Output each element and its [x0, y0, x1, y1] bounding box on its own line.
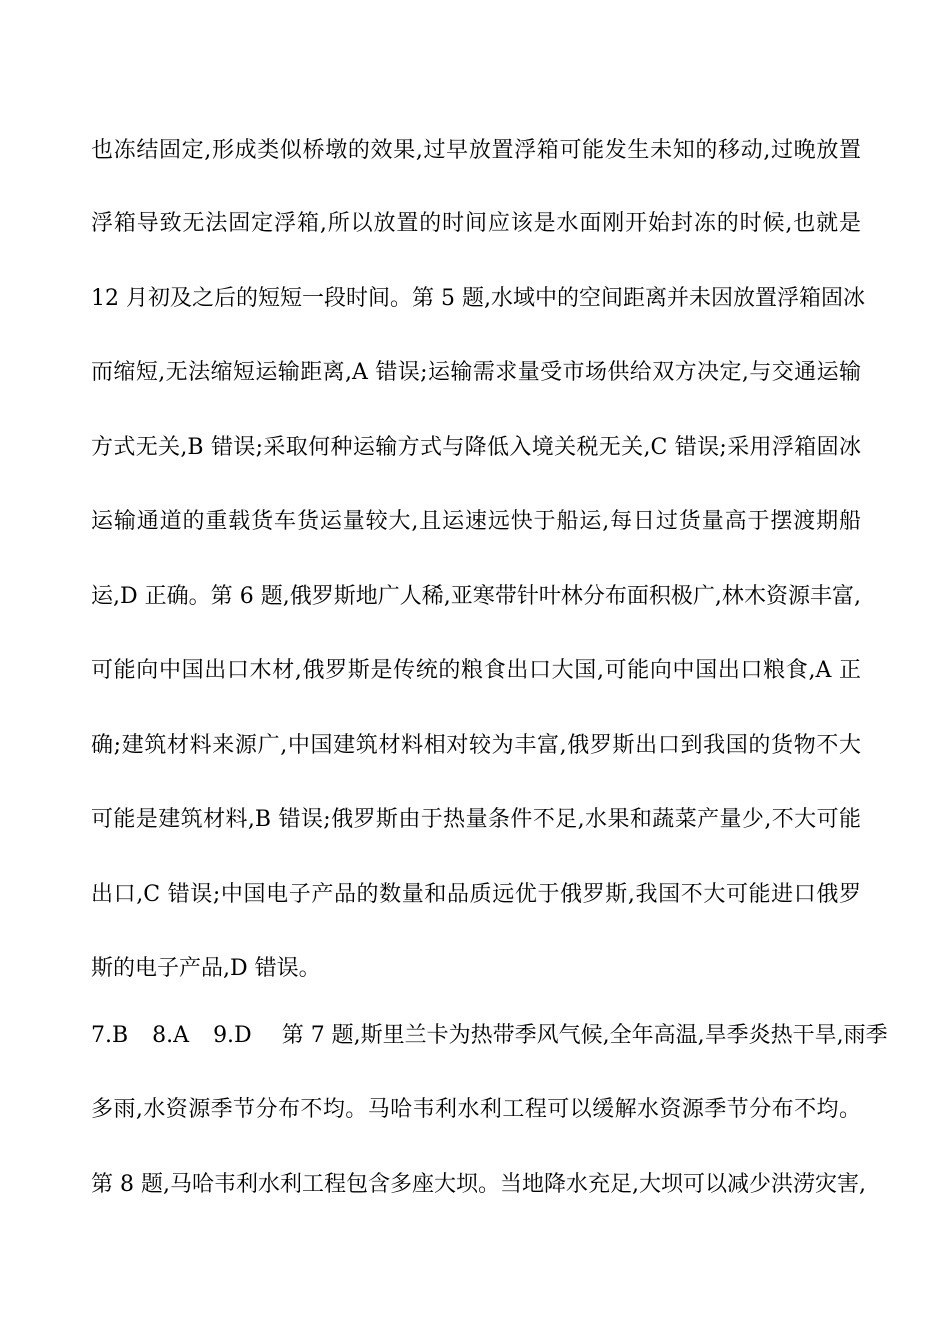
text-line: 运输通道的重载货车货运量较大,且运速远快于船运,每日过货量高于摆渡期船 [91, 509, 861, 534]
answer-explanation: 第 7 题,斯里兰卡为热带季风气候,全年高温,旱季炎热干旱,雨季 [281, 1023, 888, 1048]
answer-line [91, 1020, 888, 1052]
text-line: 而缩短,无法缩短运输距离,A 错误;运输需求量受市场供给双方决定,与交通运输 [91, 360, 861, 385]
text-line: 可能是建筑材料,B 错误;俄罗斯由于热量条件不足,水果和蔬菜产量少,不大可能 [91, 807, 861, 832]
answer-9: 9.D [213, 1023, 252, 1048]
text-line: 也冻结固定,形成类似桥墩的效果,过早放置浮箱可能发生未知的移动,过晚放置 [91, 138, 861, 163]
text-line: 确;建筑材料来源广,中国建筑材料相对较为丰富,俄罗斯出口到我国的货物不大 [91, 733, 861, 758]
text-line: 运,D 正确。第 6 题,俄罗斯地广人稀,亚寒带针叶林分布面积极广,林木资源丰富, [91, 584, 861, 609]
text-line: 出口,C 错误;中国电子产品的数量和品质远优于俄罗斯,我国不大可能进口俄罗 [91, 882, 861, 907]
answer-7: 7.B [91, 1023, 129, 1048]
text-line: 多雨,水资源季节分布不均。马哈韦利水利工程可以缓解水资源季节分布不均。 [91, 1097, 861, 1122]
text-line: 斯的电子产品,D 错误。 [91, 956, 321, 981]
text-line: 浮箱导致无法固定浮箱,所以放置的时间应该是水面刚开始封冻的时候,也就是 [91, 211, 861, 236]
text-line: 方式无关,B 错误;采取何种运输方式与降低入境关税无关,C 错误;采用浮箱固冰 [91, 435, 861, 460]
text-line: 可能向中国出口木材,俄罗斯是传统的粮食出口大国,可能向中国出口粮食,A 正 [91, 658, 861, 683]
answer-8: 8.A [152, 1023, 190, 1048]
text-line: 第 8 题,马哈韦利水利工程包含多座大坝。当地降水充足,大坝可以减少洪涝灾害, [91, 1172, 866, 1197]
text-line: 12 月初及之后的短短一段时间。第 5 题,水域中的空间距离并未因放置浮箱固冰 [91, 286, 865, 311]
